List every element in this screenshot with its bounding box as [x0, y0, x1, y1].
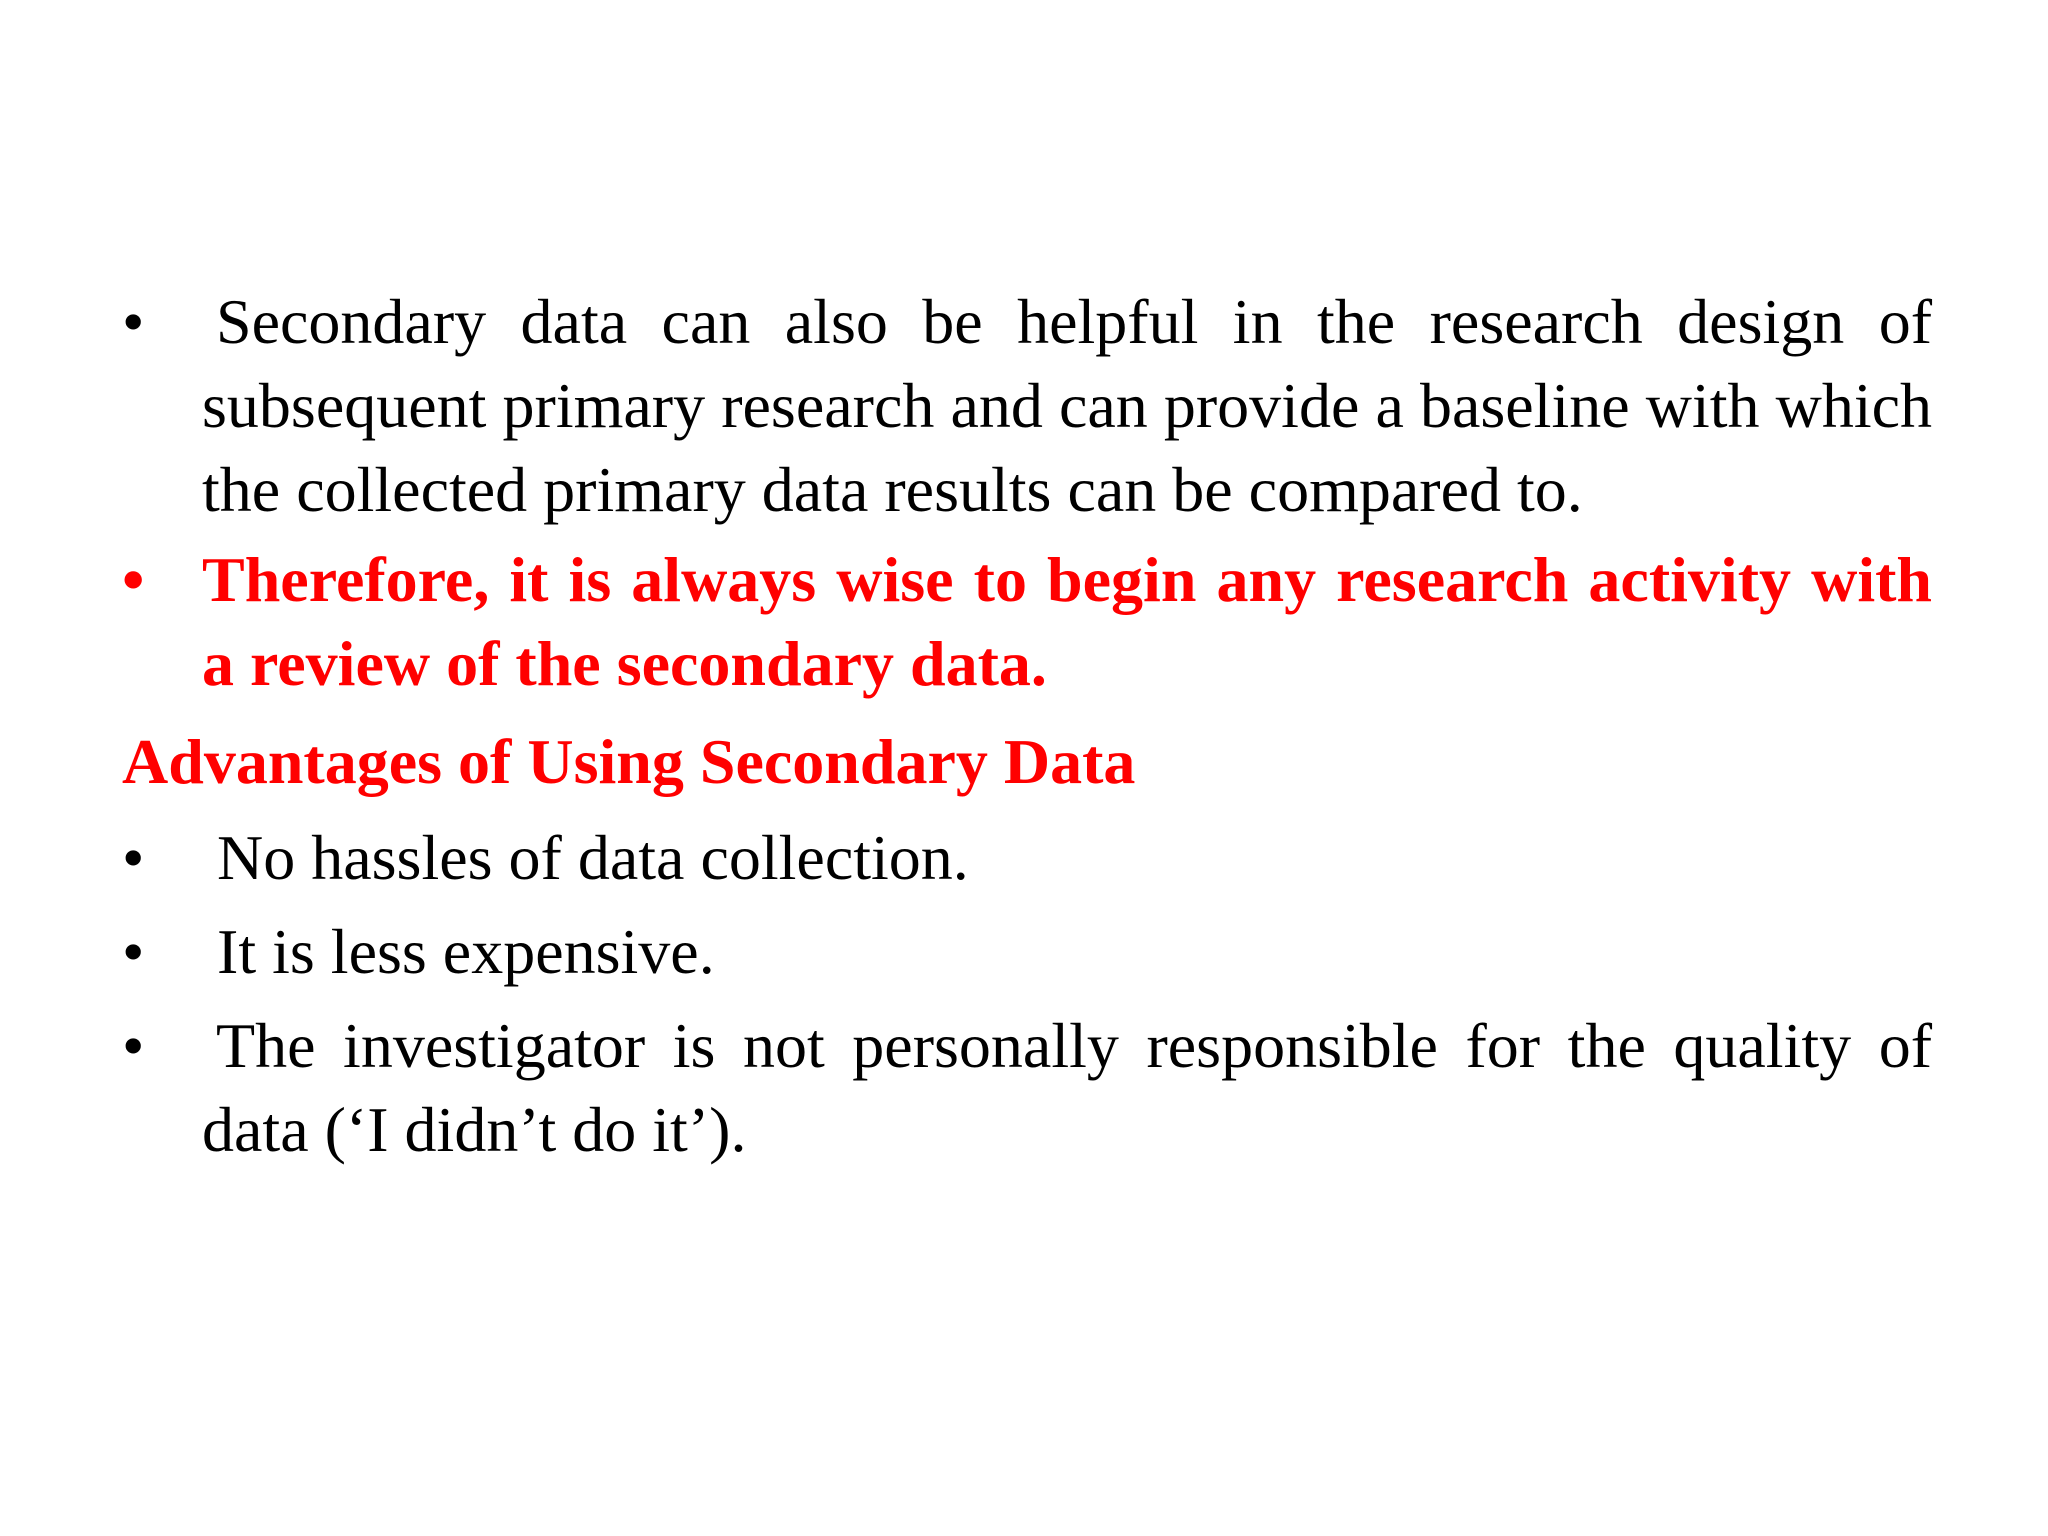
bullet-icon: •: [122, 286, 145, 357]
list-item-text: No hassles of data collection.: [217, 822, 969, 893]
bullet-text: Therefore, it is always wise to begin any research activity with a review of the secondary data.: [202, 544, 1932, 699]
list-item: [122, 1004, 1932, 1172]
bullet-item-therefore: [122, 538, 1932, 706]
list-item-text: The investigator is not personally responsible for the quality of data (‘I didn’t do it’).: [202, 1010, 1932, 1165]
bullet-icon: •: [122, 822, 145, 893]
advantages-list: [122, 816, 1932, 1172]
bullet-text: Secondary data can also be helpful in the research design of subsequent primary research and can provide a baseline with which the collected primary data results can be compared to.: [202, 286, 1932, 525]
bullet-item-secondary-data-helpful: [122, 280, 1932, 532]
section-heading: Advantages of Using Secondary Data: [122, 726, 1136, 797]
bullet-icon: •: [122, 544, 145, 615]
list-item: [122, 910, 1932, 994]
list-item-text: It is less expensive.: [217, 916, 715, 987]
bullet-icon: •: [122, 916, 145, 987]
list-item: [122, 816, 1932, 900]
slide-content: [122, 280, 1932, 1172]
bullet-icon: •: [122, 1010, 145, 1081]
